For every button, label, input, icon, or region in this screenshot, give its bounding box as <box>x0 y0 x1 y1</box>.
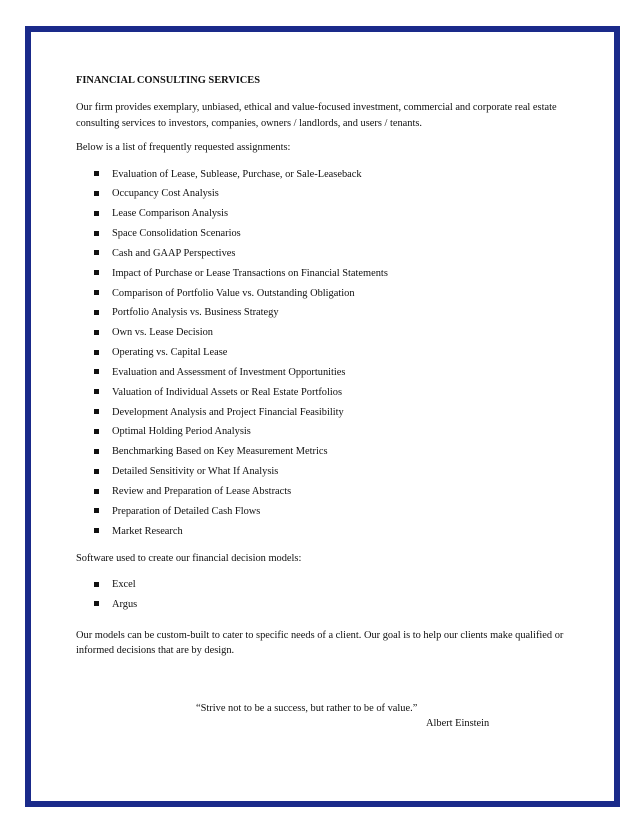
list-item-text: Evaluation and Assessment of Investment Opportunities <box>112 366 346 378</box>
bullet-icon <box>94 528 99 533</box>
document-content <box>76 74 576 729</box>
list-intro: Below is a list of frequently requested assignments: <box>76 142 291 153</box>
quote-text: “Strive not to be a success, but rather to be of value.” <box>196 703 418 714</box>
software-list <box>76 578 576 618</box>
list-item-text: Cash and GAAP Perspectives <box>112 247 236 259</box>
list-item-text: Benchmarking Based on Key Measurement Metrics <box>112 446 328 458</box>
list-item <box>76 168 576 188</box>
list-item <box>76 525 576 545</box>
bullet-icon <box>94 601 99 606</box>
list-item-text: Evaluation of Lease, Sublease, Purchase, or Sale-Leaseback <box>112 168 362 180</box>
list-item-text: Review and Preparation of Lease Abstracts <box>112 486 292 497</box>
list-item <box>76 598 576 618</box>
list-item <box>76 485 576 505</box>
bullet-icon <box>94 270 99 275</box>
bullet-icon <box>94 429 99 434</box>
list-item-text: Optimal Holding Period Analysis <box>112 426 251 438</box>
list-item-text: Market Research <box>112 525 183 537</box>
bullet-icon <box>94 250 99 255</box>
list-item <box>76 267 576 287</box>
bullet-icon <box>94 409 99 414</box>
list-item <box>76 505 576 525</box>
bullet-icon <box>94 350 99 355</box>
bullet-icon <box>94 389 99 394</box>
list-item-text: Comparison of Portfolio Value vs. Outstanding Obligation <box>112 287 355 299</box>
list-item <box>76 366 576 386</box>
bullet-icon <box>94 191 99 196</box>
bullet-icon <box>94 290 99 295</box>
list-item <box>76 207 576 227</box>
list-item <box>76 306 576 326</box>
list-item <box>76 346 576 366</box>
bullet-icon <box>94 582 99 587</box>
bullet-icon <box>94 508 99 513</box>
list-item <box>76 326 576 346</box>
assignments-list <box>76 168 576 545</box>
list-item <box>76 247 576 267</box>
list-item <box>76 445 576 465</box>
list-item-text: Operating vs. Capital Lease <box>112 347 228 359</box>
list-item-text: Own vs. Lease Decision <box>112 327 213 339</box>
bullet-icon <box>94 489 99 494</box>
bullet-icon <box>94 231 99 236</box>
bullet-icon <box>94 449 99 454</box>
software-intro: Software used to create our financial decision models: <box>76 552 302 564</box>
list-item-text: Impact of Purchase or Lease Transactions on Financial Statements <box>112 267 388 279</box>
bullet-icon <box>94 310 99 315</box>
list-item-text: Space Consolidation Scenarios <box>112 228 241 240</box>
list-item <box>76 287 576 307</box>
closing-paragraph: Our models can be custom-built to cater to specific needs of a client. Our goal is to help our clients make qualified or informed decisions that are by design. <box>76 629 564 657</box>
list-item <box>76 465 576 485</box>
list-item-text: Development Analysis and Project Financial Feasibility <box>112 406 344 418</box>
list-item-text: Valuation of Individual Assets or Real Estate Portfolios <box>112 386 343 398</box>
quote-author: Albert Einstein <box>426 718 490 729</box>
bullet-icon <box>94 369 99 374</box>
list-item-text: Detailed Sensitivity or What If Analysis <box>112 466 279 478</box>
list-item <box>76 578 576 598</box>
list-item <box>76 227 576 247</box>
list-item-text: Occupancy Cost Analysis <box>112 188 219 200</box>
bullet-icon <box>94 171 99 176</box>
list-item <box>76 406 576 426</box>
list-item-text: Lease Comparison Analysis <box>112 208 229 220</box>
list-item-text: Argus <box>112 598 138 610</box>
list-item <box>76 187 576 207</box>
bullet-icon <box>94 211 99 216</box>
list-item-text: Excel <box>112 579 136 591</box>
intro-paragraph: Our firm provides exemplary, unbiased, ethical and value-focused investment, commercial and corporate real estate consulting services to investors, companies, owners / landlords, and users / tenants. <box>76 102 557 129</box>
quote-block <box>76 702 576 731</box>
bullet-icon <box>94 469 99 474</box>
list-item <box>76 386 576 406</box>
document-title: FINANCIAL CONSULTING SERVICES <box>76 75 261 86</box>
list-item-text: Preparation of Detailed Cash Flows <box>112 505 261 517</box>
list-item-text: Portfolio Analysis vs. Business Strategy <box>112 307 279 319</box>
bullet-icon <box>94 330 99 335</box>
list-item <box>76 425 576 445</box>
